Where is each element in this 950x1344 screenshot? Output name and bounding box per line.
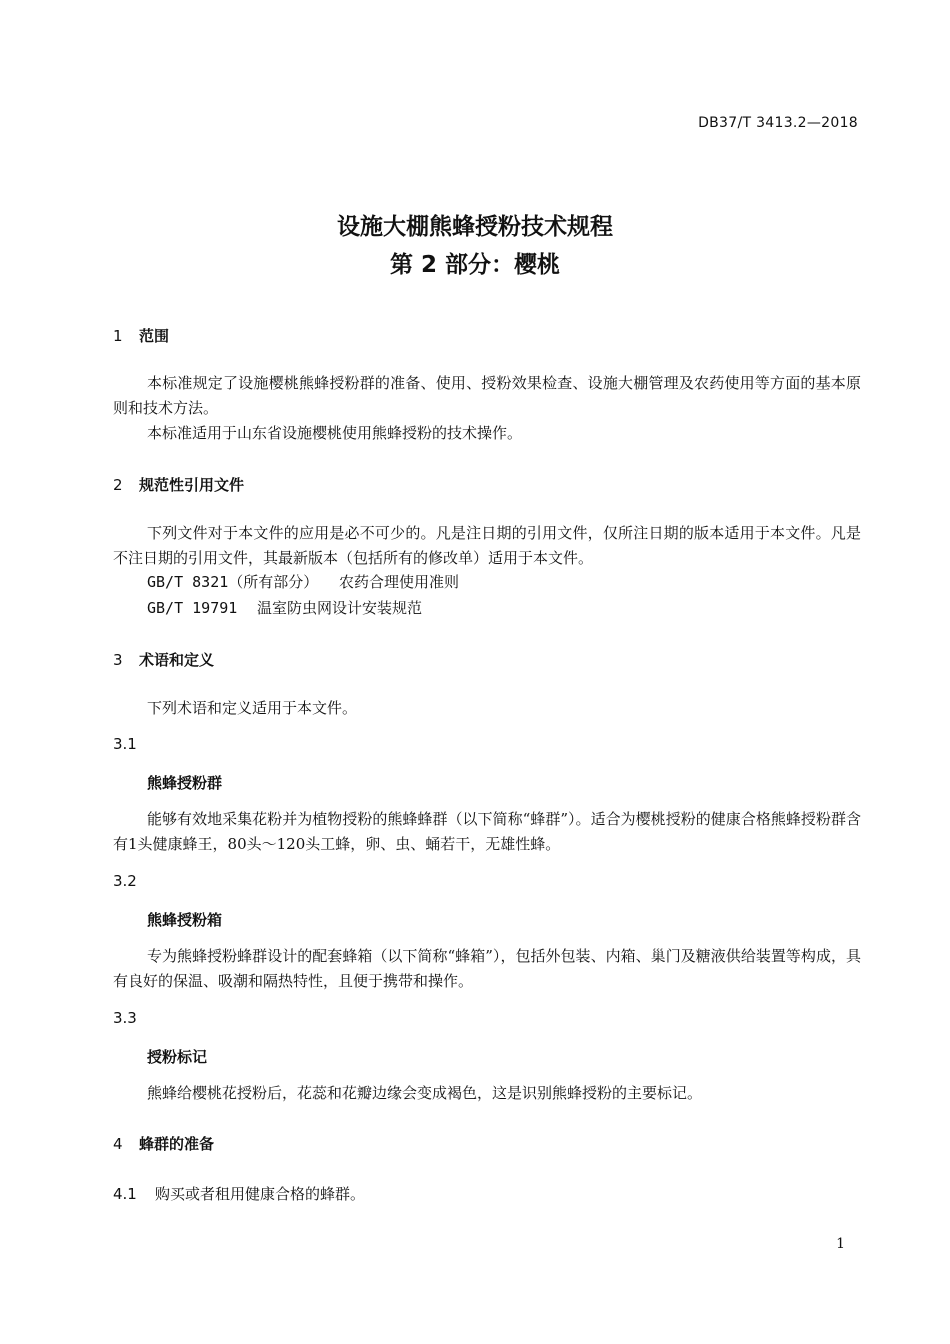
reference-item (147, 571, 459, 592)
clause-number: 4.1 (113, 1185, 137, 1203)
section-title: 蜂群的准备 (139, 1135, 215, 1153)
reference-title: 温室防虫网设计安装规范 (257, 599, 423, 617)
reference-code: GB/T 8321（所有部分） (147, 573, 319, 591)
section-title: 范围 (139, 327, 170, 345)
term-number: 3.3 (113, 1009, 137, 1027)
scope-paragraph-1: 本标准规定了设施樱桃熊蜂授粉群的准备、使用、授粉效果检查、设施大棚管理及农药使用等方面的基本原则和技术方法。 (113, 374, 861, 417)
term-number: 3.1 (113, 735, 137, 753)
clause-text: 购买或者租用健康合格的蜂群。 (155, 1185, 366, 1203)
section-4-heading (113, 1133, 214, 1154)
section-3-heading (113, 649, 214, 670)
term-definition: 能够有效地采集花粉并为植物授粉的熊蜂蜂群（以下简称“蜂群”）。适合为樱桃授粉的健康合格熊蜂授粉群含有1头健康蜂王，80头～120头工蜂，卵、虫、蛹若干，无雄性蜂。 (113, 810, 861, 853)
document-subtitle: 第 2 部分：樱桃 (389, 252, 561, 278)
references-paragraph: 下列文件对于本文件的应用是必不可少的。凡是注日期的引用文件，仅所注日期的版本适用于本文件。凡是不注日期的引用文件，其最新版本（包括所有的修改单）适用于本文件。 (113, 524, 861, 567)
term-number: 3.2 (113, 872, 137, 890)
section-title: 规范性引用文件 (139, 476, 245, 494)
term-definition: 专为熊蜂授粉蜂群设计的配套蜂箱（以下简称“蜂箱”），包括外包装、内箱、巢门及糖液供给装置等构成，具有良好的保温、吸潮和隔热特性，且便于携带和操作。 (113, 947, 861, 990)
term-name: 熊蜂授粉群 (147, 774, 223, 792)
terms-intro-paragraph: 下列术语和定义适用于本文件。 (147, 699, 358, 717)
section-number: 2 (113, 476, 123, 494)
reference-item (147, 597, 422, 618)
document-title: 设施大棚熊蜂授粉技术规程 (337, 214, 613, 240)
term-definition: 熊蜂给樱桃花授粉后，花蕊和花瓣边缘会变成褐色，这是识别熊蜂授粉的主要标记。 (147, 1084, 703, 1102)
reference-title: 农药合理使用准则 (339, 573, 460, 591)
section-2-heading (113, 474, 244, 495)
section-number: 1 (113, 327, 123, 345)
section-number: 4 (113, 1135, 123, 1153)
page-number: 1 (836, 1236, 845, 1252)
reference-code: GB/T 19791 (147, 599, 238, 617)
document-number: DB37/T 3413.2—2018 (698, 115, 858, 131)
section-title: 术语和定义 (139, 651, 215, 669)
term-name: 授粉标记 (147, 1048, 208, 1066)
scope-paragraph-2: 本标准适用于山东省设施樱桃使用熊蜂授粉的技术操作。 (147, 424, 523, 442)
clause-item (113, 1183, 365, 1204)
section-1-heading (113, 325, 169, 346)
section-number: 3 (113, 651, 123, 669)
term-name: 熊蜂授粉箱 (147, 911, 223, 929)
